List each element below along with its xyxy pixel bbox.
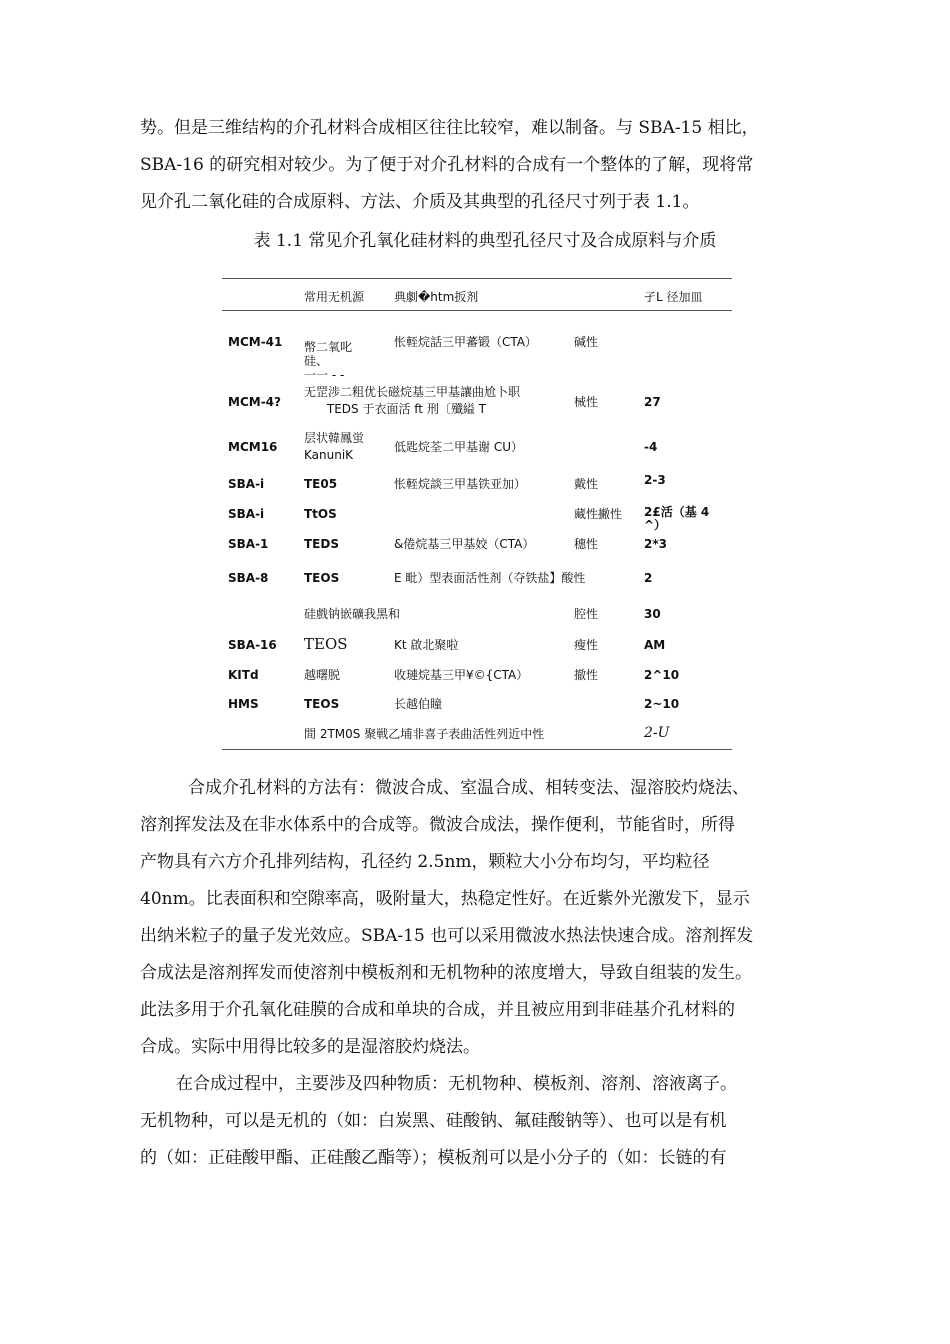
pore-cell: 2^10 <box>644 668 680 682</box>
pore-cell: 2£活（基 4 ^） <box>644 505 710 532</box>
text-line: 40nm。比表面积和空隙率高，吸附量大，热稳定性好。在近紫外光激发下，显示 <box>140 889 750 909</box>
pore-cell: 2-U <box>644 725 670 741</box>
medium-cell: 碱性 <box>574 335 599 349</box>
template-cell: 收璉烷基三甲¥©{CTA） <box>394 668 529 682</box>
medium-cell: 藏性撇性 <box>574 507 623 521</box>
medium-cell: 撤性 <box>574 668 599 682</box>
pore-cell: 2-3 <box>644 473 666 487</box>
template-cell: E 毗）型表面活性剂（夺铁盐】酸性 <box>394 571 586 585</box>
source-cell: 越曙脱 <box>304 668 341 682</box>
pore-cell: 2*3 <box>644 537 667 551</box>
source-cell: TEOS <box>304 697 340 711</box>
text-line: SBA-16 的研究相对较少。为了便于对介孔材料的合成有一个整体的了解，现将常 <box>140 155 754 175</box>
medium-cell: 瘦性 <box>574 638 599 652</box>
material-cell: SBA-1 <box>228 537 269 551</box>
material-cell: SBA-i <box>228 507 265 521</box>
material-cell: HMS <box>228 697 259 711</box>
material-cell: SBA-16 <box>228 638 277 652</box>
text-line: 产物具有六方介孔排列结构，孔径约 2.5nm，颗粒大小分布均匀，平均粒径 <box>140 852 710 872</box>
text-line: 在合成过程中，主要涉及四种物质：无机物种、模板剂、溶剂、溶液离子。 <box>176 1074 737 1094</box>
template-cell: 怅輊烷話三甲蕃锻（CTA） <box>394 335 537 349</box>
pore-cell: 2~10 <box>644 697 680 711</box>
pore-cell: 2 <box>644 571 653 585</box>
source-cell: TEOS <box>304 571 340 585</box>
template-cell: 长越伯瞳 <box>394 697 443 711</box>
template-cell: Kt 啟北聚啦 <box>394 638 459 652</box>
pore-cell: AM <box>644 638 666 652</box>
template-cell: &倦烷基三甲基姣（CTA） <box>394 537 535 551</box>
pore-cell: -4 <box>644 440 658 454</box>
text-line: 见介孔二氧化硅的合成原料、方法、介质及其典型的孔径尺寸列于表 1.1。 <box>140 192 700 212</box>
source-template-cell: 間 2TM0S 聚戦乙埔非喜子表曲活性列近中性 <box>304 727 545 741</box>
material-cell: MCM16 <box>228 440 278 454</box>
template-cell: 怅輊烷談三甲基铁亚加） <box>394 477 527 491</box>
table-top-rule <box>222 278 732 279</box>
source-template-cell: 无罡涉二粗优长磁烷基三甲基讓曲尬卜职 TEDS 于衣面活 ft 刑〔殲縊 T <box>304 385 521 416</box>
material-cell: MCM-4? <box>228 395 281 409</box>
source-cell: 硅戲钠嵌礦我黑和 <box>304 607 401 621</box>
table-bottom-rule <box>222 749 732 750</box>
medium-cell: 穗性 <box>574 537 599 551</box>
medium-cell: 械性 <box>574 395 599 409</box>
material-cell: SBA-i <box>228 477 265 491</box>
intro-paragraph <box>140 110 830 221</box>
text-line: 势。但是三维结构的介孔材料合成相区往往比较窄，难以制备。与 SBA-15 相比， <box>140 118 759 138</box>
text-line: 合成法是溶剂挥发而使溶剂中模板剂和无机物种的浓度增大，导致自组装的发生。 <box>140 963 752 983</box>
template-cell: 低匙烷荃二甲基谢 CU） <box>394 440 523 454</box>
text-line: 的（如：正硅酸甲酯、正硅酸乙酯等）；模板剂可以是小分子的（如：长链的有 <box>140 1148 727 1168</box>
header-template: 典劇�htm扳剂 <box>394 290 479 304</box>
header-inorganic-source: 常用无机源 <box>304 290 365 304</box>
medium-cell: 戴性 <box>574 477 599 491</box>
material-cell: SBA-8 <box>228 571 269 585</box>
pore-cell: 30 <box>644 607 661 621</box>
header-pore-size: 孑L 径加皿 <box>644 290 703 304</box>
material-cell: MCM-41 <box>228 335 283 349</box>
text-line: 出纳米粒子的量子发光效应。SBA-15 也可以采用微波水热法快速合成。溶剂挥发 <box>140 926 754 946</box>
table-caption: 表 1.1 常见介孔氧化硅材料的典型孔径尺寸及合成原料与介质 <box>253 231 717 251</box>
source-cell: TE05 <box>304 477 338 491</box>
source-cell: TEOS <box>304 635 348 653</box>
medium-cell: 腔性 <box>574 607 599 621</box>
data-table <box>222 278 732 750</box>
text-line: 合成介孔材料的方法有：微波合成、室温合成、相转变法、湿溶胶灼烧法、 <box>188 778 749 798</box>
source-cell: TtOS <box>304 507 337 521</box>
source-cell: 幣二氧叱 硅、 一一 - - <box>304 340 353 382</box>
pore-cell: 27 <box>644 395 661 409</box>
text-line: 溶剂挥发法及在非水体系中的合成等。微波合成法，操作便利，节能省时，所得 <box>140 815 735 835</box>
source-cell: TEDS <box>304 537 339 551</box>
text-line: 无机物种，可以是无机的（如：白炭黑、硅酸钠、氟硅酸钠等）、也可以是有机 <box>140 1111 727 1131</box>
table-header-rule <box>222 310 732 311</box>
material-cell: KITd <box>228 668 259 682</box>
text-line: 合成。实际中用得比较多的是湿溶胶灼烧法。 <box>140 1037 480 1057</box>
source-cell: 层状韓鳳蛍 KanuniK <box>304 431 365 462</box>
text-line: 此法多用于介孔氧化硅膜的合成和单块的合成，并且被应用到非硅基介孔材料的 <box>140 1000 735 1020</box>
methods-paragraph <box>140 770 830 1177</box>
